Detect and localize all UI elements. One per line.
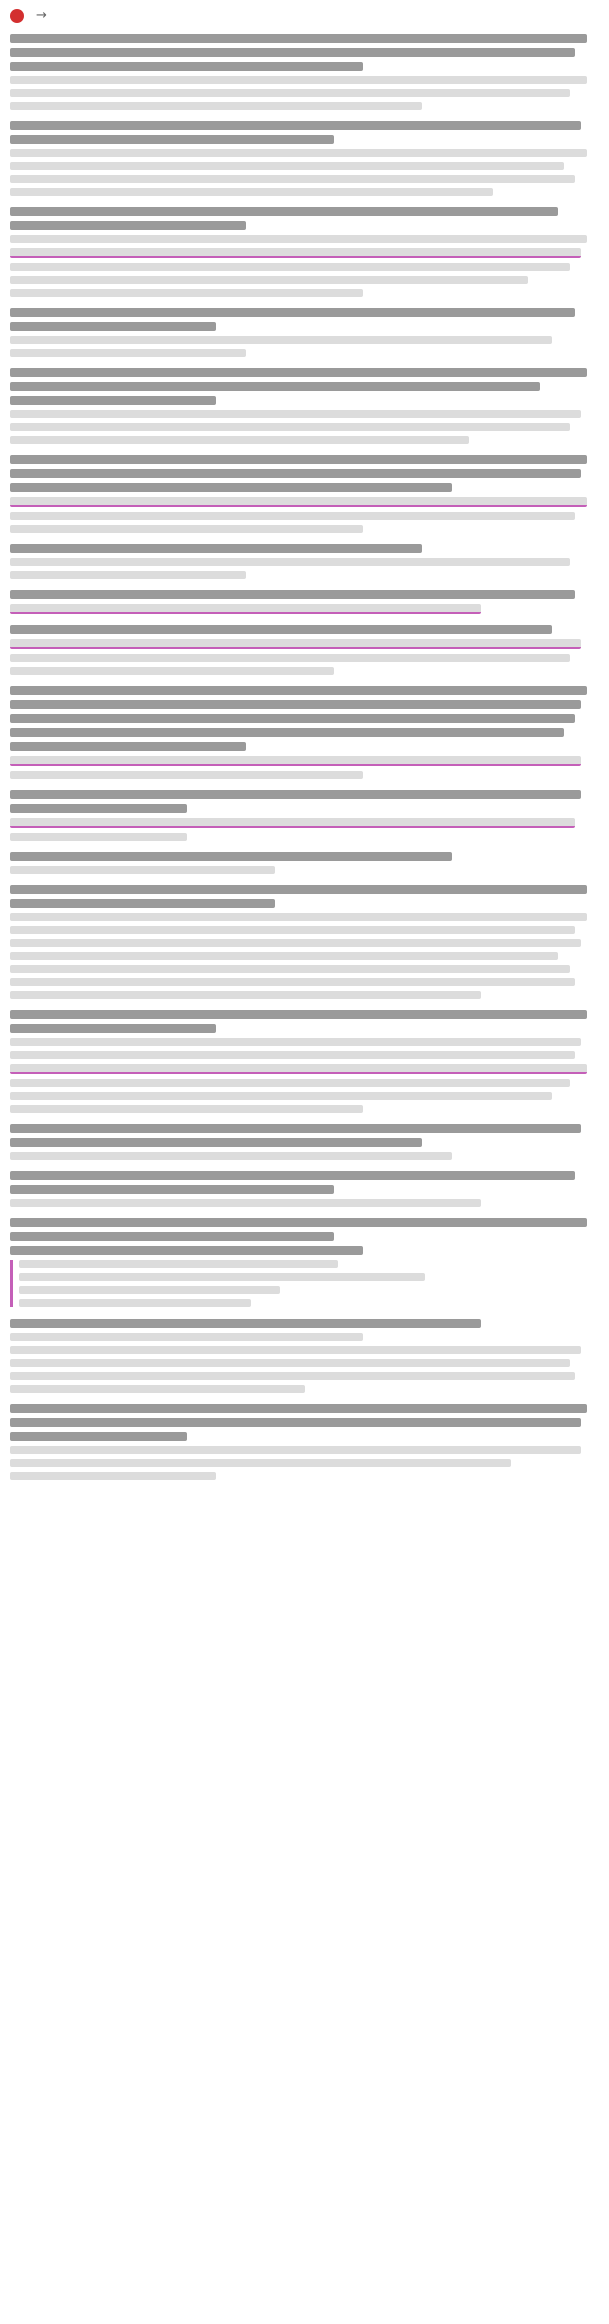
nav-separator: → — [36, 8, 47, 24]
qa-block — [10, 121, 599, 196]
qa-block — [10, 455, 599, 533]
qa-block — [10, 686, 599, 779]
qa-block — [10, 34, 599, 110]
qa-block — [10, 790, 599, 841]
qa-block — [10, 625, 599, 675]
qa-block — [10, 207, 599, 297]
qa-block — [10, 1218, 599, 1307]
qa-block — [10, 1010, 599, 1113]
qa-block — [10, 1171, 599, 1207]
qa-block — [10, 308, 599, 357]
list — [10, 1260, 599, 1307]
qa-block — [10, 1404, 599, 1480]
top-bar — [10, 4, 599, 28]
qa-block — [10, 1319, 599, 1393]
qa-block — [10, 885, 599, 999]
qa-block — [10, 1124, 599, 1160]
qa-block — [10, 852, 599, 874]
logo-icon — [10, 9, 24, 23]
qa-block — [10, 544, 599, 579]
article-body — [10, 34, 599, 1480]
qa-block — [10, 368, 599, 444]
qa-block — [10, 590, 599, 614]
